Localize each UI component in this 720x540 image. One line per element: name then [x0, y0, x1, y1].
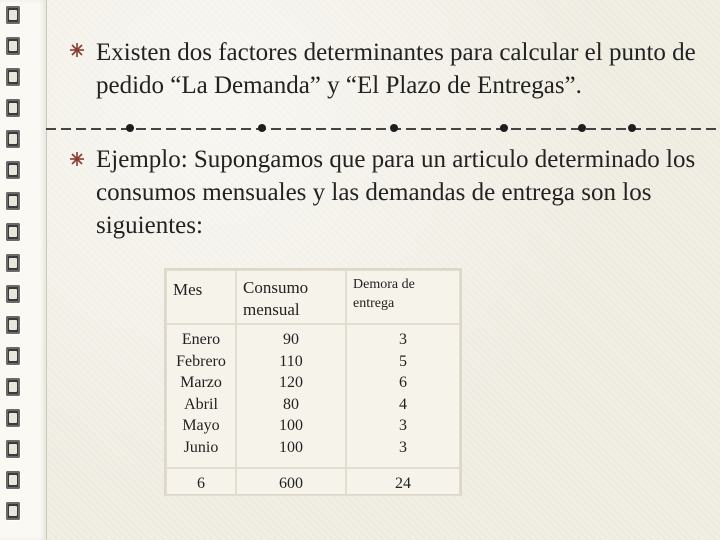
binding-ring: [6, 192, 20, 210]
table-cell-demora: 3: [399, 331, 407, 348]
table-cell-consumo: 80: [283, 395, 299, 413]
consumption-table: [164, 268, 462, 496]
table-cell-demora: 3: [399, 438, 407, 456]
starburst-icon: [70, 43, 84, 57]
binding-ring: [6, 285, 20, 303]
starburst-bullet-icon: [70, 141, 84, 166]
bullet-text-1: Existen dos factores determinantes para calcular el punto de pedido “La Demanda” y “El Plazo de Entregas”.: [96, 39, 696, 99]
binding-ring: [6, 37, 20, 55]
binding-ring: [6, 99, 20, 117]
binding-ring: [6, 502, 20, 520]
column-consumo-values: [236, 324, 346, 468]
table-cell-mes: Mayo: [182, 417, 220, 435]
table-cell-consumo: 90: [283, 331, 299, 348]
notebook-binding: [0, 0, 47, 540]
divider-dot: [258, 124, 266, 132]
table-cell-demora: 5: [399, 352, 407, 370]
table-cell-mes: Febrero: [176, 352, 226, 370]
table-cell-mes: Enero: [181, 331, 221, 348]
starburst-bullet-icon: [70, 32, 84, 57]
binding-rings: [6, 6, 20, 534]
binding-ring: [6, 6, 20, 24]
table-cell-consumo: 100: [279, 417, 303, 435]
binding-ring: [6, 161, 20, 179]
table-cell-consumo: 120: [279, 374, 303, 392]
table-cell-demora: 3: [399, 417, 407, 435]
divider-dot: [628, 124, 636, 132]
total-mes: 6: [166, 468, 236, 496]
table-cell-mes: Abril: [184, 395, 218, 413]
starburst-icon: [70, 152, 84, 166]
column-mes-values: [166, 324, 236, 468]
divider-dot: [500, 124, 508, 132]
divider-dot: [578, 124, 586, 132]
binding-ring: [6, 68, 20, 86]
divider-dot: [126, 124, 134, 132]
dashed-divider: [46, 128, 720, 130]
binding-ring: [6, 130, 20, 148]
table-cell-mes: Junio: [183, 438, 219, 456]
column-demora-values: [346, 324, 460, 468]
binding-ring: [6, 378, 20, 396]
binding-ring: [6, 254, 20, 272]
table-cell-demora: 4: [399, 395, 407, 413]
binding-ring: [6, 223, 20, 241]
table-cell-demora: 6: [399, 374, 407, 392]
binding-ring: [6, 347, 20, 365]
total-demora: 24: [346, 468, 460, 496]
binding-ring: [6, 471, 20, 489]
table-cell-mes: Marzo: [180, 374, 222, 392]
binding-ring: [6, 409, 20, 427]
header-consumo: Consumo mensual: [236, 270, 346, 324]
total-consumo: 600: [236, 468, 346, 496]
bullet-text-2: Ejemplo: Supongamos que para un articulo determinado los consumos mensuales y las demandas de entrega son los siguientes:: [96, 146, 696, 239]
header-demora: Demora de entrega: [346, 270, 460, 324]
binding-ring: [6, 316, 20, 334]
binding-ring: [6, 440, 20, 458]
table-cell-consumo: 110: [279, 352, 303, 370]
table-cell-consumo: 100: [279, 438, 303, 456]
divider-dot: [390, 124, 398, 132]
header-mes: Mes: [166, 270, 236, 324]
